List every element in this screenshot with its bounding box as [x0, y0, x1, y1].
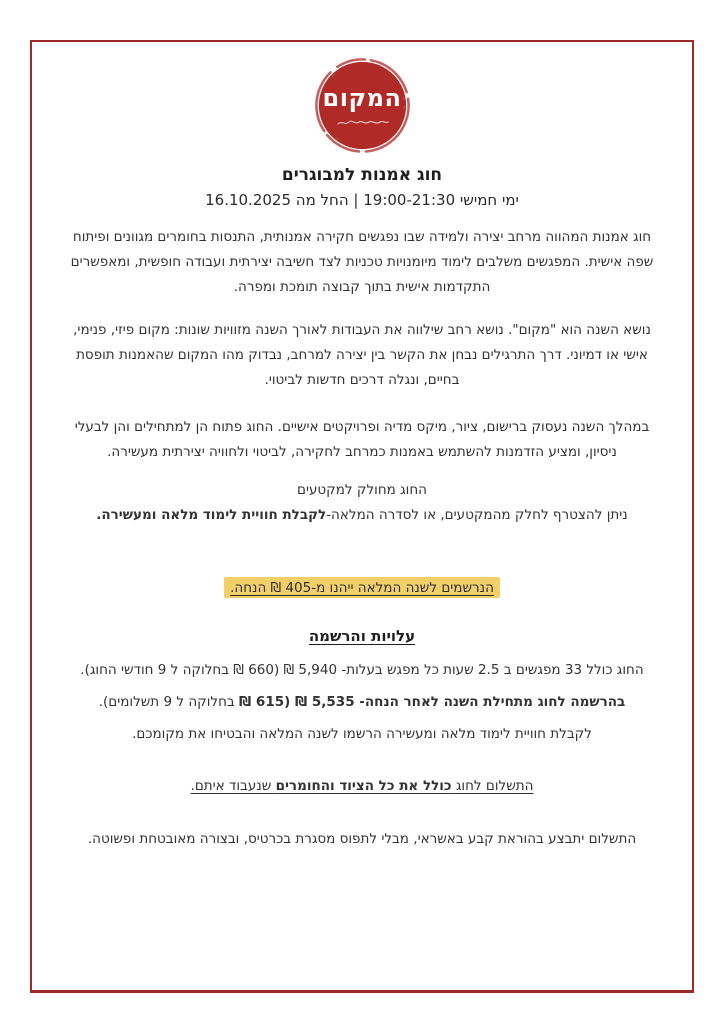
logo-tagline-script-icon [336, 117, 390, 129]
discount-highlight-text: הנרשמים לשנה המלאה ייהנו מ-405 ₪ הנחה. [224, 577, 500, 598]
full-cost-line: החוג כולל 33 מפגשים ב 2.5 שעות כל מפגש בעלות- 5,940 ₪ (660 ₪ בחלוקה ל 9 חודשי החוג). [80, 662, 644, 678]
discount-highlight-row [59, 576, 665, 601]
payment-method-line: התשלום יתבצע בהוראת קבע באשראי, מבלי לתפוס מסגרת בכרטיס, ובצורה מאובטחת ופשוטה. [87, 831, 637, 847]
about-paragraph-1: חוג אמנות המהווה מרחב יצירה ולמידה שבו נפגשים חקירה אמנותית, התנסות בחומרים מגוונים ופיתוח שפה אישית. המפגשים משלבים לימוד מיומנויות טכניות לצד חשיבה יצירתית ועבודה חופשית, ומאפשרים התקדמות אישית בתוך קבוצה תומכת ומפרה. [70, 229, 654, 295]
join-options-regular: ניתן להצטרף לחלק מהמקטעים, או לסדרה המלאה- [326, 507, 628, 523]
about-paragraph-3: במהלך השנה נעסוק ברישום, ציור, מיקס מדיה ופרויקטים אישיים. החוג פתוח הן למתחילים והן לבעלי ניסיון, ומציע הזדמנות להשתמש באמנות כמרחב לחקירה, לביטוי ולחוויה יצירתית מעשירה. [74, 419, 650, 460]
equipment-prefix: התשלום לחוג [451, 778, 534, 794]
document-content [32, 42, 692, 991]
equipment-included-line [59, 774, 665, 799]
equipment-suffix: שנעבוד איתם. [190, 778, 276, 794]
join-options-bold: לקבלת חוויית לימוד מלאה ומעשירה. [96, 507, 327, 523]
discount-cost-bold: בהרשמה לחוג מתחילת השנה לאחר הנחה- 5,535 ₪ (615 ₪ [239, 694, 626, 710]
register-note-line: לקבלת חוויית לימוד מלאה ומעשירה הרשמו לשנה המלאה והבטיחו את מקומכם. [132, 726, 592, 742]
equipment-bold: כולל את כל הציוד והחומרים [275, 778, 452, 794]
logo [314, 57, 411, 154]
segments-line: החוג מחולק למקטעים [297, 482, 427, 498]
page-title: חוג אמנות למבוגרים [281, 165, 443, 185]
costs-section-heading: עלויות והרשמה [308, 627, 416, 645]
logo-wordmark: המקום [322, 84, 402, 112]
schedule-subtitle: ימי חמישי 19:00-21:30 | החל מה 16.10.2025 [205, 191, 519, 209]
about-paragraph-2: נושא השנה הוא "מקום". נושא רחב שילווה את העבודות לאורך השנה מזוויות שונות: מקום פיזי, פנימי, אישי או דמיוני. דרך התרגילים נבחן את הקשר בין יצירה למרחב, נבדוק מהו המקום שהאמנות תופסת בחיים, ונגלה דרכים חדשות לביטוי. [73, 322, 651, 388]
discount-cost-line [59, 690, 665, 715]
join-options-line [59, 503, 665, 528]
discount-cost-regular: בחלוקה ל 9 תשלומים). [98, 694, 239, 710]
